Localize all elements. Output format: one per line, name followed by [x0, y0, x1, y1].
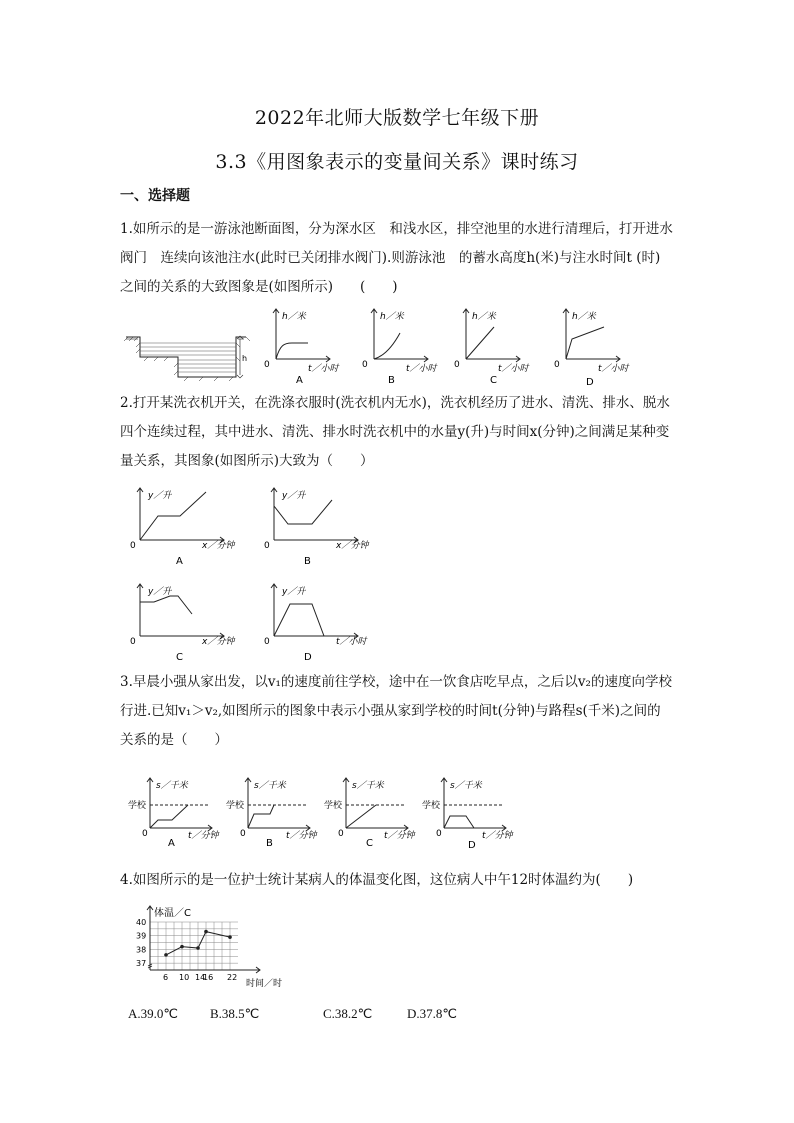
question-3-text — [120, 668, 700, 755]
x-axis-label: x／分钟 — [202, 637, 235, 647]
data-point — [180, 945, 184, 949]
graph-curve — [274, 500, 332, 524]
x-axis-label: t／小时 — [336, 637, 367, 647]
question-line: 4.如图所示的是一位护士统计某病人的体温变化图，这位病人中午12时体温约为( ) — [120, 872, 634, 888]
option-label: C — [490, 375, 497, 386]
graph-option-c — [130, 584, 236, 663]
x-axis-label: t／小时 — [308, 364, 339, 374]
graph-curve — [276, 343, 308, 359]
question-line: 四个连续过程，其中进水、清洗、排水时洗衣机中的水量y(升)与时间x(分钟)之间满足某种变 — [120, 424, 670, 440]
origin-label: 0 — [142, 829, 148, 839]
y-axis-label: s／千米 — [450, 781, 482, 791]
y-axis-label: h／米 — [472, 312, 496, 322]
option-a[interactable]: A.39.0℃ — [128, 1006, 178, 1021]
origin-label: 0 — [264, 541, 270, 551]
origin-label: 0 — [436, 829, 442, 839]
y-axis-label: y／升 — [148, 491, 172, 501]
question-3-figures — [128, 774, 528, 854]
graph-option-c — [454, 309, 531, 386]
origin-label: 0 — [264, 360, 270, 370]
x-axis-label: t／分钟 — [286, 831, 317, 841]
graph-curve — [566, 327, 604, 359]
option-label: B — [266, 838, 273, 849]
graph-option-d — [422, 778, 515, 851]
origin-label: 0 — [240, 829, 246, 839]
graph-option-d — [264, 584, 369, 663]
origin-label: 0 — [554, 360, 560, 370]
question-1-figures — [118, 305, 638, 395]
graph-option-a — [128, 778, 221, 849]
school-label: 学校 — [226, 801, 245, 811]
graph-option-b — [226, 778, 319, 849]
pool-diagram — [124, 336, 250, 381]
x-axis-label: t／分钟 — [188, 831, 219, 841]
pool-depth-label: h — [242, 354, 248, 363]
option-label: C — [366, 838, 373, 849]
origin-label: 0 — [130, 541, 136, 551]
origin-label: 0 — [264, 637, 270, 647]
question-line: 1.如所示的是一游泳池断面图，分为深水区 和浅水区，排空池里的水进行清理后，打开进水 — [120, 221, 673, 237]
x-tick-label: 16 — [203, 973, 214, 982]
x-tick-label: 22 — [227, 973, 238, 982]
school-label: 学校 — [422, 801, 441, 811]
x-tick-label: 14 — [195, 973, 206, 982]
temperature-chart — [128, 902, 298, 992]
graph-curve — [346, 805, 376, 828]
y-axis-label: s／千米 — [352, 781, 384, 791]
x-tick-label: 10 — [179, 973, 190, 982]
chart-x-axis-label: 时间／时 — [246, 979, 283, 989]
y-tick-label: 39 — [136, 931, 147, 941]
question-line: 行进.已知v₁＞v₂,如图所示的图象中表示小强从家到学校的时间t(分钟)与路程s(千米)之间的 — [120, 703, 661, 719]
question-line: 关系的是（ ） — [120, 732, 228, 748]
school-label: 学校 — [324, 801, 343, 811]
question-line: 2.打开某洗衣机开关，在洗涤衣服时(洗衣机内无水)，洗衣机经历了进水、清洗、排水、脱水 — [120, 395, 670, 411]
y-tick-label: 40 — [136, 918, 147, 927]
data-point — [196, 946, 200, 950]
y-axis-label: y／升 — [282, 491, 306, 501]
graph-curve — [140, 596, 192, 614]
x-axis-label: t／小时 — [498, 364, 529, 374]
option-label: B — [304, 556, 311, 567]
origin-label: 0 — [454, 360, 460, 370]
option-label: D — [304, 652, 312, 663]
origin-label: 0 — [130, 637, 136, 647]
question-2-text — [120, 389, 700, 476]
question-4-text — [120, 866, 700, 895]
question-4-options — [128, 1006, 457, 1022]
option-label: A — [176, 556, 183, 567]
question-line: 3.早晨小强从家出发，以v₁的速度前往学校，途中在一饮食店吃早点，之后以v₂的速度向学校 — [120, 674, 672, 690]
graph-option-b — [362, 309, 439, 386]
question-line: 阀门 连续向该池注水(此时已关闭排水阀门).则游泳池 的蓄水高度h(米)与注水时间t (时) — [120, 250, 661, 266]
x-tick-label: 6 — [163, 973, 169, 982]
graph-option-c — [324, 778, 417, 849]
page-subtitle: 3.3《用图象表示的变量间关系》课时练习 — [215, 151, 579, 173]
question-line: 量关系，其图象(如图所示)大致为（ ） — [120, 453, 374, 469]
chart-grid — [150, 922, 238, 970]
y-axis-label: y／升 — [148, 587, 172, 597]
x-axis-label: x／分钟 — [336, 541, 369, 551]
y-tick-label: 38 — [136, 945, 147, 955]
y-axis-label: h／米 — [572, 312, 596, 322]
y-axis-label: s／千米 — [156, 781, 188, 791]
option-label: D — [586, 377, 594, 388]
y-tick-label: 37 — [136, 959, 147, 969]
graph-option-b — [264, 488, 370, 567]
question-line: 之间的关系的大致图象是(如图所示) ( ) — [120, 279, 398, 295]
x-axis-label: t／小时 — [406, 364, 437, 374]
y-axis-label: y／升 — [282, 587, 306, 597]
x-axis-label: t／分钟 — [482, 831, 513, 841]
graph-option-d — [554, 309, 631, 388]
option-label: C — [176, 652, 183, 663]
data-point — [164, 953, 168, 957]
option-b[interactable]: B.38.5℃ — [210, 1006, 260, 1021]
option-c[interactable]: C.38.2℃ — [323, 1006, 373, 1021]
option-label: A — [296, 375, 303, 386]
x-axis-label: t／小时 — [598, 364, 629, 374]
origin-label: 0 — [362, 360, 368, 370]
graph-curve — [374, 333, 400, 359]
origin-label: 0 — [338, 829, 344, 839]
data-point — [204, 930, 208, 934]
question-1-text — [120, 215, 700, 302]
graph-curve — [150, 805, 188, 828]
option-label: B — [388, 375, 395, 386]
graph-curve — [466, 327, 494, 359]
y-axis-label: h／米 — [380, 312, 404, 322]
option-d[interactable]: D.37.8℃ — [407, 1006, 457, 1021]
graph-option-a — [264, 309, 341, 386]
graph-option-a — [130, 488, 236, 567]
graph-curve — [274, 604, 324, 636]
page-title: 2022年北师大版数学七年级下册 — [254, 107, 540, 129]
school-label: 学校 — [128, 801, 147, 811]
data-point — [228, 935, 232, 939]
section-heading: 一、选择题 — [120, 188, 190, 204]
x-axis-label: t／分钟 — [384, 831, 415, 841]
y-axis-label: s／千米 — [254, 781, 286, 791]
graph-curve — [248, 805, 274, 828]
question-2-figures — [128, 484, 408, 664]
y-axis-label: h／米 — [282, 312, 306, 322]
x-axis-label: x／分钟 — [202, 541, 235, 551]
option-label: D — [468, 840, 476, 851]
chart-y-axis-label: 体温／C — [154, 908, 191, 919]
graph-curve — [444, 816, 474, 828]
option-label: A — [168, 838, 175, 849]
